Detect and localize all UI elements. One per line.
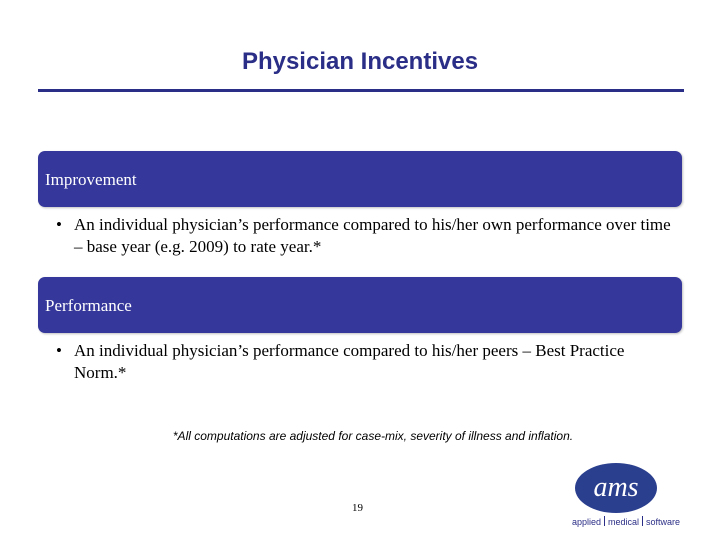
bullet-text-improvement: An individual physician’s performance compared to his/her own performance over time – base year (e.g. 2009) to rate year.* [74,215,671,256]
ams-logo [574,462,658,514]
bullet-text-performance: An individual physician’s performance compared to his/her peers – Best Practice Norm.* [74,341,625,382]
tagline-software: software [646,517,681,527]
section-heading-performance: Performance [45,296,132,315]
tagline-applied: applied [572,517,602,527]
slide-title: Physician Incentives [241,48,479,75]
logo-text: ams [593,472,639,503]
bullet-dot: • [56,341,62,360]
tagline-separator [604,516,605,526]
bullet-improvement [56,214,676,258]
logo-tagline [572,516,680,527]
title-underline [38,89,684,92]
bullet-performance [56,340,676,384]
tagline-medical: medical [608,517,640,527]
section-bar-improvement [38,151,682,207]
page-number: 19 [352,502,363,514]
bullet-dot: • [56,215,62,234]
tagline-separator [642,516,643,526]
section-heading-improvement: Improvement [45,170,137,189]
footnote: *All computations are adjusted for case-mix, severity of illness and inflation. [172,429,574,443]
section-bar-performance [38,277,682,333]
